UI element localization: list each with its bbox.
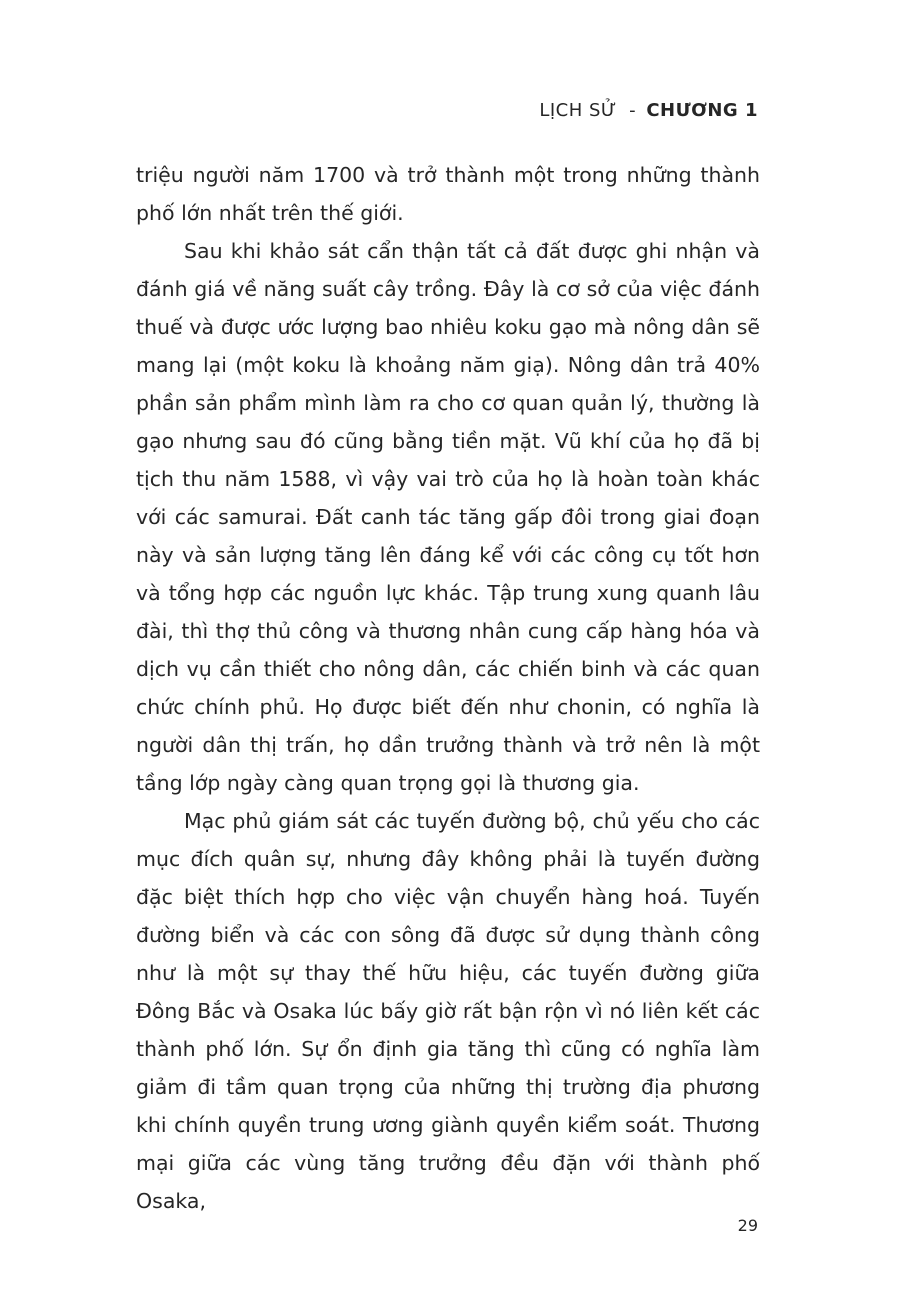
page-number: 29 bbox=[737, 1216, 758, 1235]
header-chapter-title: CHƯƠNG 1 bbox=[646, 100, 758, 121]
paragraph-3: Mạc phủ giám sát các tuyến đường bộ, chủ yếu cho các mục đích quân sự, nhưng đây không phải là tuyến đường đặc biệt thích hợp cho việc vận chuyển hàng hoá. Tuyến đường biển và các con sông đã được sử dụng thành công như là một sự thay thế hữu hiệu, các tuyến đường giữa Đông Bắc và Osaka lúc bấy giờ rất bận rộn vì nó liên kết các thành phố lớn. Sự ổn định gia tăng thì cũng có nghĩa làm giảm đi tầm quan trọng của những thị trường địa phương khi chính quyền trung ương giành quyền kiểm soát. Thương mại giữa các vùng tăng trưởng đều đặn với thành phố Osaka, bbox=[136, 809, 760, 1213]
header-section-title: LỊCH SỬ bbox=[539, 100, 617, 121]
body-text bbox=[136, 156, 760, 1220]
header-separator: - bbox=[629, 100, 637, 121]
running-header bbox=[539, 100, 758, 121]
paragraph-1: triệu người năm 1700 và trở thành một trong những thành phố lớn nhất trên thế giới. bbox=[136, 163, 760, 225]
paragraph-2: Sau khi khảo sát cẩn thận tất cả đất được ghi nhận và đánh giá về năng suất cây trồng. Đây là cơ sở của việc đánh thuế và được ước lượng bao nhiêu koku gạo mà nông dân sẽ mang lại (một koku là khoảng năm giạ). Nông dân trả 40% phần sản phẩm mình làm ra cho cơ quan quản lý, thường là gạo nhưng sau đó cũng bằng tiền mặt. Vũ khí của họ đã bị tịch thu năm 1588, vì vậy vai trò của họ là hoàn toàn khác với các samurai. Đất canh tác tăng gấp đôi trong giai đoạn này và sản lượng tăng lên đáng kể với các công cụ tốt hơn và tổng hợp các nguồn lực khác. Tập trung xung quanh lâu đài, thì thợ thủ công và thương nhân cung cấp hàng hóa và dịch vụ cần thiết cho nông dân, các chiến binh và các quan chức chính phủ. Họ được biết đến như chonin, có nghĩa là người dân thị trấn, họ dần trưởng thành và trở nên là một tầng lớp ngày càng quan trọng gọi là thương gia. bbox=[136, 239, 760, 795]
